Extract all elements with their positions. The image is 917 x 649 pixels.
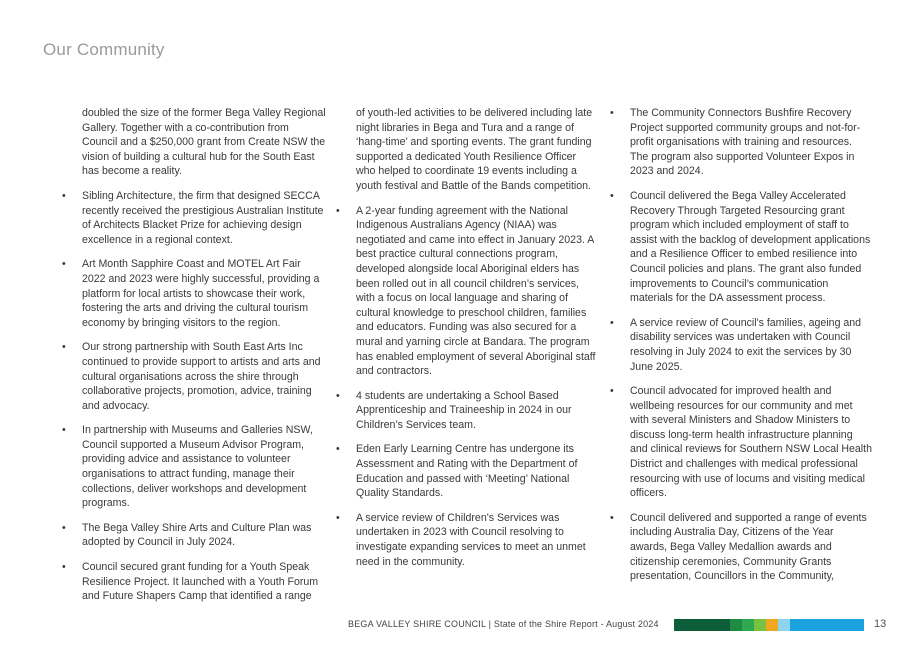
list-item: • A 2-year funding agreement with the National Indigenous Australians Agency (NIAA) was negotiated and came into effect in January 2023. A best practice cultural connections program, developed alongside local Aboriginal elders has been rolled out in all council children’s services, with a focus on local language and sharing of cultural knowledge to preschool children, families and educators. Funding was also secured for a mural and yarning circle at Bandara. The program has enabled employment of several Aboriginal staff and contractors.: [334, 204, 598, 379]
column-2: [334, 106, 598, 579]
color-segment: [766, 619, 778, 631]
list-item: • Council delivered the Bega Valley Accelerated Recovery Through Targeted Resourcing grant program which included employment of staff to assist with the backlog of development applications and a Resilience Officer to embed resilience into Council policies and plans. The grant also funded improvements to Council’s communication materials for the DA assessment process.: [608, 189, 872, 306]
color-segment: [674, 619, 702, 631]
list-item: • A service review of Council's families, ageing and disability services was undertaken with Council resolving in July 2024 to exit the services by 30 June 2025.: [608, 316, 872, 374]
column-3: [608, 106, 872, 594]
bullet-list: [60, 189, 326, 604]
list-item: • Council secured grant funding for a Youth Speak Resilience Project. It launched with a Youth Forum and Future Shapers Camp that identified a range: [60, 560, 326, 604]
list-item: • Sibling Architecture, the firm that designed SECCA recently received the prestigious Australian Institute of Architects Blacket Prize for achieving design excellence in a regional context.: [60, 189, 326, 247]
list-item: • Council advocated for improved health and wellbeing resources for our community and met with several Ministers and Shadow Ministers to discuss long-term health infrastructure planning and clinical reviews for Southern NSW Local Health District and challenges with medical professional resourcing with use of locums and visiting medical officers.: [608, 384, 872, 501]
column-1: [60, 106, 326, 614]
list-item: • 4 students are undertaking a School Based Apprenticeship and Traineeship in 2024 in our Children’s Services team.: [334, 389, 598, 433]
list-item: • The Bega Valley Shire Arts and Culture Plan was adopted by Council in July 2024.: [60, 521, 326, 550]
list-item: • Council delivered and supported a range of events including Australia Day, Citizens of the Year awards, Bega Valley Medallion awards and citizenship ceremonies, Community Grants presentation, Councillors in the Community,: [608, 511, 872, 584]
list-item: • Eden Early Learning Centre has undergone its Assessment and Rating with the Department of Education and passed with ‘Meeting’ National Quality Standards.: [334, 442, 598, 500]
color-segment: [730, 619, 742, 631]
list-item: • A service review of Children's Services was undertaken in 2023 with Council resolving to investigate expanding services to meet an unmet need in the community.: [334, 511, 598, 569]
footer-text: BEGA VALLEY SHIRE COUNCIL | State of the Shire Report - August 2024: [348, 619, 659, 629]
color-segment: [754, 619, 766, 631]
color-segment: [790, 619, 864, 631]
list-item: • In partnership with Museums and Galleries NSW, Council supported a Museum Advisor Program, providing advice and assistance to volunteer organisations to attract funding, manage their collections, deliver workshops and development programs.: [60, 423, 326, 511]
color-segment: [778, 619, 790, 631]
paragraph: doubled the size of the former Bega Valley Regional Gallery. Together with a co-contribution from Council and a $250,000 grant from Create NSW the vision of building a cultural hub for the South East has become a reality.: [82, 107, 326, 178]
footer-color-bar: [674, 619, 864, 631]
page-title: Our Community: [43, 40, 165, 59]
bullet-list: [608, 106, 872, 584]
paragraph: of youth-led activities to be delivered including late night libraries in Bega and Tura and a range of ‘hang-time’ and sporting events. The grant funding supported a dedicated Youth Resilience Officer who helped to coordinate 19 events including a youth festival and Battle of the Bands competition.: [356, 107, 593, 192]
color-segment: [702, 619, 730, 631]
list-item: • Our strong partnership with South East Arts Inc continued to provide support to artists and arts and cultural organisations across the shire through collaborative projects, promotion, advice, training and advocacy.: [60, 340, 326, 413]
color-segment: [742, 619, 754, 631]
page-number: 13: [874, 618, 887, 630]
bullet-list: [334, 204, 598, 570]
list-item: • The Community Connectors Bushfire Recovery Project supported community groups and not-for-profit organisations with training and resources. The program also supported Volunteer Expos in 2023 and 2024.: [608, 106, 872, 179]
list-item: • Art Month Sapphire Coast and MOTEL Art Fair 2022 and 2023 were highly successful, providing a platform for local artists to showcase their work, fostering the arts and driving the cultural tourism economy by bringing visitors to the region.: [60, 257, 326, 330]
